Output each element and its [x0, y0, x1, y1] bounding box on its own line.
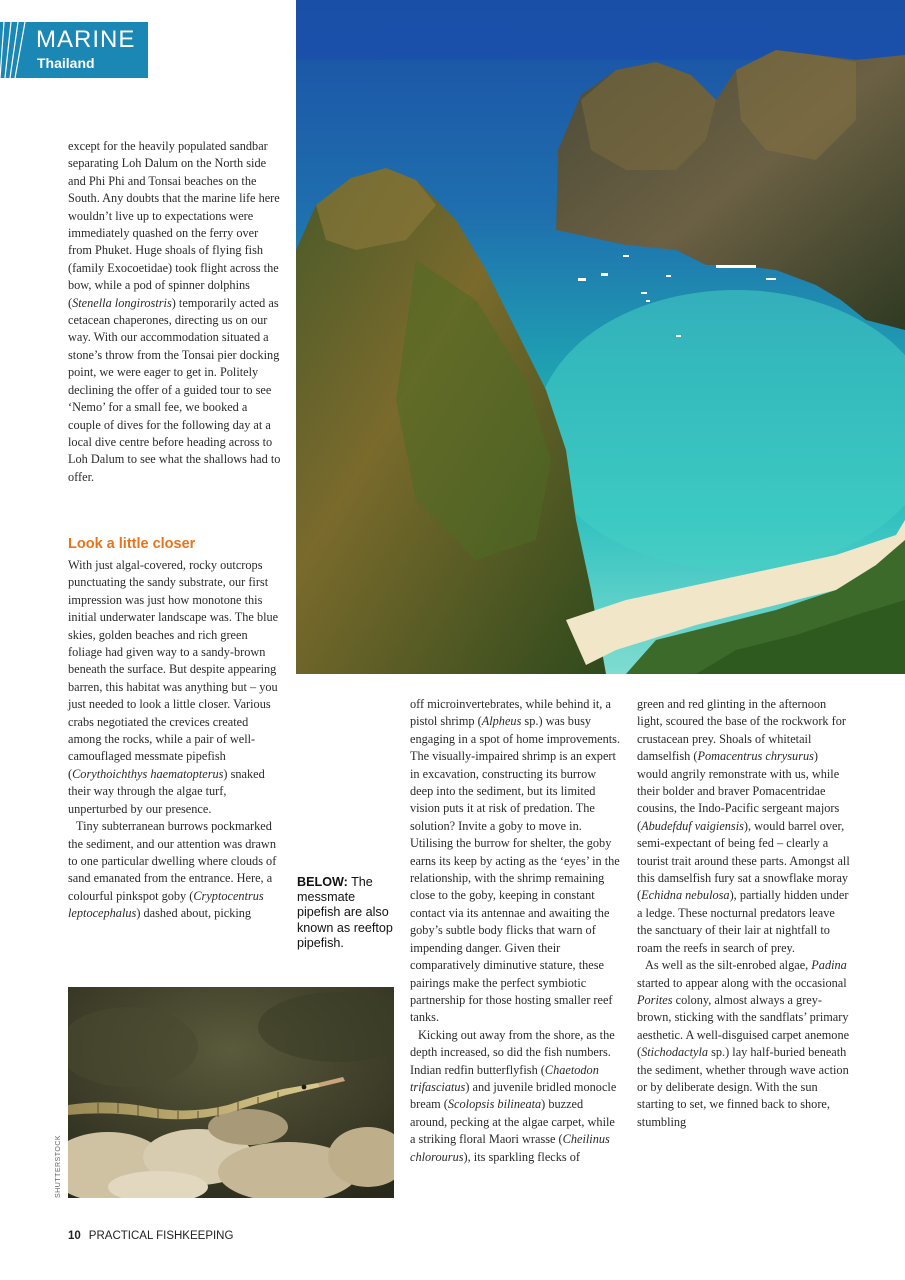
paragraph: Kicking out away from the shore, as the depth increased, so did the fish numbers. Indian redfin butterflyfish (Chaetodon trifasciatus) and juvenile bridled monocle bream (Scolopsis bilineata) buzzed around, pecking at the algae carpet, while a striking floral Maori wrasse (Cheilinus chlorourus), its sparkling flecks of — [410, 1027, 617, 1164]
magazine-name: PRACTICAL FISHKEEPING — [88, 1230, 234, 1242]
paragraph: Tiny subterranean burrows pockmarked the sediment, and our attention was drawn to one particular dwelling where clouds of sand emanated from the entrance. Here, a colourful pinkspot goby (Cryptocentrus leptocephalus) dashed about, picking — [68, 819, 277, 921]
caption-lead: BELOW: — [297, 875, 348, 889]
species-name: Cryptocentrus leptocephalus — [68, 888, 264, 921]
section-tag — [0, 22, 148, 78]
pipefish-photo — [68, 987, 394, 1198]
caption-text: The messmate pipefish are also known as reeftop pipefish. — [297, 875, 393, 950]
species-name: Cheilinus chlorourus — [410, 1132, 610, 1164]
section-title: MARINE — [36, 26, 136, 53]
paragraph: As well as the silt-enrobed algae, Padina started to appear along with the occasional Porites colony, almost always a grey-brown, sticking with the sandflats’ primary aesthetic. A well-disguised carpet anemone (Stichodactyla sp.) lay half-buried beneath the sediment, whether through wave action or by deliberate design. With the sun starting to set, we finned back to shore, stumbling — [637, 958, 850, 1129]
section-subtitle: Thailand — [37, 55, 95, 71]
species-name: Echidna nebulosa — [641, 888, 730, 903]
paragraph: With just algal-covered, rocky outcrops punctuating the sandy substrate, our first impression was just how monotone this initial underwater landscape was. The blue skies, golden beaches and rich green foliage had given way to a sandy-brown beneath the surface. But despite appearing barren, this habitat was anything but – you just needed to look a little closer. Various crabs negotiated the crevices created among the rocks, while a pair of well-camouflaged messmate pipefish (Corythoichthys haematopterus) snaked their way through the algae turf, unperturbed by our presence. — [68, 558, 279, 816]
species-name: Porites — [637, 992, 673, 1007]
page-footer — [68, 1230, 233, 1242]
lagoon-aerial-photo — [296, 0, 905, 674]
tag-stripes-decoration — [0, 22, 32, 78]
paragraph: except for the heavily populated sandbar separating Loh Dalum on the North side and Phi Phi and Tonsai beaches on the South. Any doubts that the marine life here wouldn’t live up to expectations were immediately quashed on the ferry over from Phuket. Huge shoals of flying fish (family Exocoetidae) took flight across the bow, while a pod of spinner dolphins (Stenella longirostris) temporarily acted as cetacean chaperones, directing us on our way. With our accommodation situated a stone’s throw from the Tonsai pier docking point, we were eager to get in. Politely declining the offer of a guided tour to see ‘Nemo’ for a small fee, we booked a couple of dives for the following day at a local dive centre before heading across to Loh Dalum to see what the shallows had to offer. — [68, 139, 281, 484]
species-name: Corythoichthys haematopterus — [72, 766, 224, 781]
body-column-2 — [410, 696, 622, 1166]
photo-caption — [297, 875, 397, 951]
paragraph: green and red glinting in the afternoon light, scoured the base of the rockwork for crustacean prey. Shoals of whitetail damselfish (Pomacentrus chrysurus) would angrily remonstrate with us, while their bolder and braver Pomacentridae cousins, the Indo-Pacific sergeant majors (Abudefduf vaigiensis), would barrel over, semi-expectant of being fed – clearly a tourist trait around these parts. Amongst all this damselfish fury sat a snowflake moray (Echidna nebulosa), partially hidden under a ledge. These nocturnal predators leave the sanctuary of their lair at nightfall to roam the reefs in search of prey. — [637, 697, 850, 955]
species-name: Alpheus — [481, 714, 522, 729]
species-name: Chaetodon trifasciatus — [410, 1062, 599, 1094]
body-column-1-top — [68, 138, 282, 486]
species-name: Stenella longirostris — [72, 295, 172, 310]
subheading: Look a little closer — [68, 536, 196, 552]
photo-credit: SHUTTERSTOCK — [55, 1134, 62, 1198]
species-name: Stichodactyla — [641, 1045, 709, 1060]
species-name: Scolopsis bilineata — [447, 1097, 542, 1112]
paragraph: off microinvertebrates, while behind it, a pistol shrimp (Alpheus sp.) was busy engaging in a spot of home improvements. The visually-impaired shrimp is an expert in excavation, constructing its burrow deep into the sediment, but its limited vision puts it at risk of predation. The solution? Invite a goby to move in. Utilising the burrow for shelter, the goby earns its keep by acting as the ‘eyes’ in the relationship, with the shrimp remaining close to the goby, keeping in constant contact via its antennae and awaiting the goby’s subtle body flicks that warn of impending danger. Given their comparatively diminutive stature, these pairings make the perfect symbiotic partnership for those hosting smaller reef tanks. — [410, 697, 621, 1025]
body-column-1-bottom — [68, 557, 282, 923]
species-name: Abudefduf vaigiensis — [641, 818, 744, 833]
page-number: 10 — [68, 1230, 81, 1242]
species-name: Padina — [811, 958, 847, 973]
species-name: Pomacentrus chrysurus — [697, 749, 814, 764]
body-column-3 — [637, 696, 851, 1131]
